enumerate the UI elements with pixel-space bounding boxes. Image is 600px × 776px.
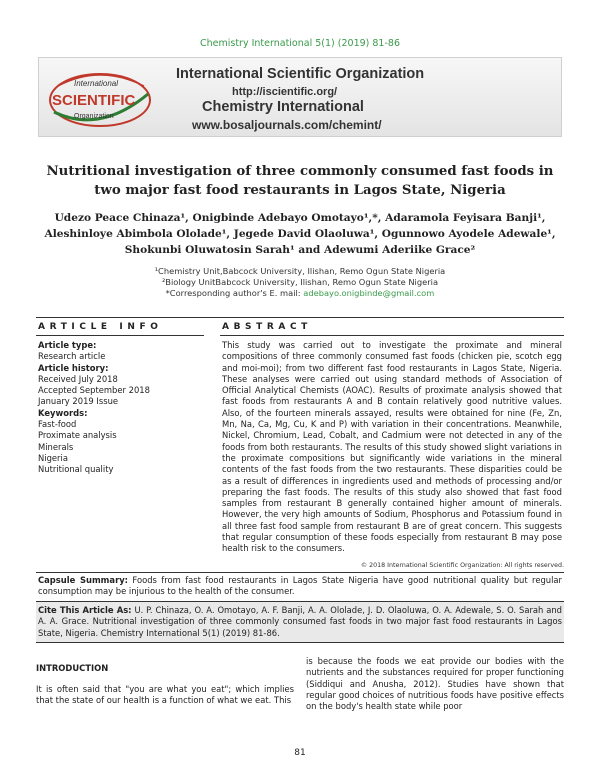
- affiliation-1: ¹Chemistry Unit,Babcock University, Ilishan, Remo Ogun State Nigeria: [154, 266, 446, 276]
- abstract-heading: ABSTRACT: [222, 322, 312, 332]
- logo-text-bottom: Organization: [74, 113, 114, 120]
- capsule-summary: [38, 575, 562, 598]
- journal-reference: Chemistry International 5(1) (2019) 81-86: [199, 38, 400, 49]
- article-title: Nutritional investigation of three commonly consumed fast foods in two major fast food restaurants in Lagos State, Nigeria: [46, 164, 554, 198]
- corresponding-author: [0, 288, 600, 299]
- divider-top: [36, 317, 564, 318]
- keyword-item: Nutritional quality: [38, 464, 114, 475]
- citation: [38, 605, 562, 639]
- received-date: Received July 2018: [38, 373, 118, 384]
- article-info-heading: ARTICLE INFO: [38, 322, 163, 332]
- corresponding-label: *Corresponding author's E. mail:: [165, 288, 304, 298]
- banner-url-2: www.bosaljournals.com/chemint/: [192, 118, 382, 132]
- organization-logo: [44, 64, 156, 132]
- banner-journal-name: Chemistry International: [202, 99, 364, 115]
- corresponding-email-link[interactable]: adebayo.onigbinde@gmail.com: [303, 288, 435, 298]
- article-history-label: Article history:: [38, 362, 109, 373]
- divider-info: [36, 335, 204, 336]
- divider-capsule: [36, 572, 564, 573]
- keyword-item: Proximate analysis: [38, 430, 117, 441]
- copyright-notice: © 2018 International Scientific Organization: All rights reserved.: [360, 562, 564, 569]
- introduction-heading: INTRODUCTION: [36, 663, 109, 673]
- abstract-text: This study was carried out to investigate the proximate and mineral compositions of three commonly consumed fast foods (chicken pie, scotch egg and moi-moi); from two different fast food restaurants in Lagos State, Nigeria. These analyses were carried out using standard methods of Association of Official Analytical Chemists (AOAC). Results of proximate analysis showed that fast foods from restaurants A and B contain relatively good nutritive values. Also, of the fourteen minerals assayed, results were obtained for nine (Fe, Zn, Mn, Na, Ca, Mg, Cu, K and P) with variation in their concentrations. Meanwhile, Nickel, Chromium, Lead, Cobalt, and Cadmium were not detected in any of the foods from both restaurants. The results of this study showed slight variations in the proximate compositions but significantly wide variations in the mineral contents of the fast foods from the two restaurants. These disparities could be as a result of differences in ingredients used and methods of processing and/or preparing the fast foods. The results of this study also showed that fast food samples from restaurant B generally contained higher amount of minerals. However, the very high amounts of Sodium, Phosphorus and Potassium found in all three fast food sample from restaurant B are of great concern. This suggests that regular consumption of these foods especially from restaurant B may pose health risk to the consumers.: [222, 340, 562, 554]
- keywords-label: Keywords:: [38, 407, 88, 418]
- accepted-date: Accepted September 2018: [38, 385, 150, 396]
- banner-url-1: http://iscientific.org/: [232, 86, 338, 98]
- banner-org-name: International Scientific Organization: [176, 66, 425, 82]
- capsule-text: Foods from fast food restaurants in Lagos State Nigeria have good nutritional quality but regular consumption may be injurious to the health of the consumer.: [38, 575, 562, 597]
- keyword-item: Nigeria: [38, 452, 68, 463]
- capsule-label: Capsule Summary:: [38, 575, 129, 585]
- logo-text-top: International: [74, 79, 119, 88]
- keyword-item: Minerals: [38, 441, 74, 452]
- citation-label: Cite This Article As:: [38, 605, 132, 615]
- introduction-column-2: is because the foods we eat provide our bodies with the nutrients and the substances required for proper functioning (Siddiqui and Anusha, 2012). Studies have shown that regular good choices of nutritious foods have positive effects on the body's health state while poor: [306, 656, 564, 712]
- keyword-item: Fast-food: [38, 419, 77, 430]
- affiliation-2: ²Biology UnitBabcock University, Ilishan, Remo Ogun State Nigeria: [161, 277, 439, 287]
- author-list: Udezo Peace Chinaza¹, Onigbinde Adebayo Omotayo¹,*, Adaramola Feyisara Banji¹, Aleshinloye Abimbola Ololade¹, Jegede David Olaoluwa¹, Ogunnowo Ayodele Adewale¹, Shokunbi Oluwatosin Sarah¹ and Adewumi Aderiike Grace²: [44, 212, 556, 256]
- introduction-column-1: It is often said that "you are what you eat"; which implies that the state of our health is a function of what we eat. This: [36, 684, 294, 706]
- divider-abstract: [220, 335, 564, 336]
- article-type-value: Research article: [38, 351, 106, 362]
- logo-text-main: SCIENTIFIC: [52, 92, 136, 109]
- article-info-panel: [38, 340, 208, 476]
- citation-text: U. P. Chinaza, O. A. Omotayo, A. F. Banji, A. A. Ololade, J. D. Olaoluwa, O. A. Adewale, S. O. Sarah and A. A. Grace. Nutritional investigation of three commonly consumed fast foods in two major fast food restaurants in Lagos State, Nigeria. Chemistry International 5(1) (2019) 81-86.: [38, 605, 562, 638]
- issue-date: January 2019 Issue: [38, 396, 119, 407]
- article-type-label: Article type:: [38, 340, 97, 350]
- page-number: 81: [294, 748, 306, 758]
